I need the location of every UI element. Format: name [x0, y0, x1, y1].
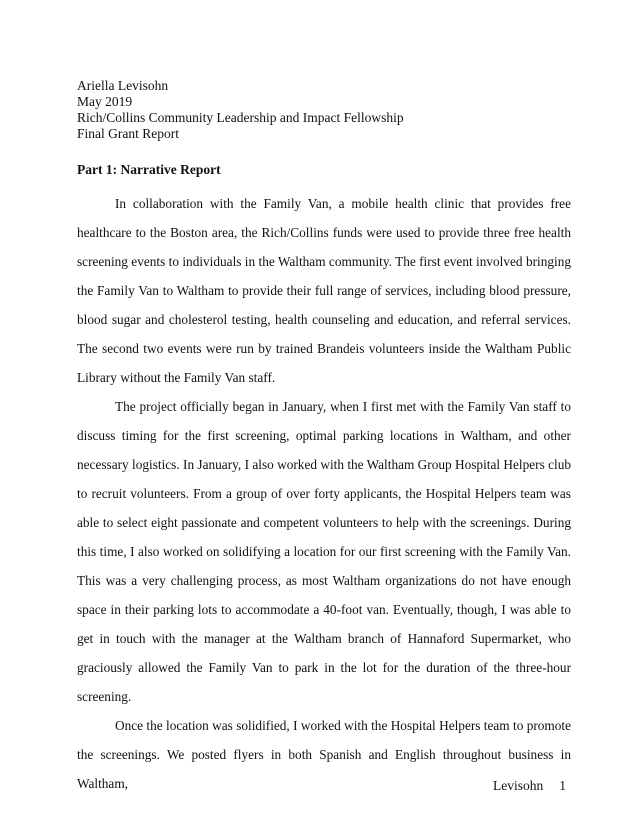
section-heading: Part 1: Narrative Report: [77, 162, 221, 177]
author-name: Ariella Levisohn: [77, 78, 169, 93]
paragraph: In collaboration with the Family Van, a mobile health clinic that provides free healthcare to the Boston area, the Rich/Collins funds were used to provide three free health screening events to individuals in the Waltham community. The first event involved bringing the Family Van to Waltham to provide their full range of services, including blood pressure, blood sugar and cholesterol testing, health counseling and education, and referral services. The second two events were run by trained Brandeis volunteers inside the Waltham Public Library without the Family Van staff.: [77, 196, 571, 385]
paragraph: The project officially began in January, when I first met with the Family Van staff to discuss timing for the first screening, optimal parking locations in Waltham, and other necessary logistics. In January, I also worked with the Waltham Group Hospital Helpers club to recruit volunteers. From a group of over forty applicants, the Hospital Helpers team was able to select eight passionate and competent volunteers to help with the screenings. During this time, I also worked on solidifying a location for our first screening with the Family Van. This was a very challenging process, as most Waltham organizations do not have enough space in their parking lots to accommodate a 40-foot van. Eventually, though, I was able to get in touch with the manager at the Waltham branch of Hannaford Supermarket, who graciously allowed the Family Van to park in the lot for the duration of the three-hour screening.: [77, 399, 571, 704]
program-name: Rich/Collins Community Leadership and Impact Fellowship: [77, 110, 404, 125]
document-header: [77, 78, 404, 142]
page-number: 1: [559, 778, 566, 793]
document-title: Final Grant Report: [77, 126, 179, 141]
running-head: Levisohn: [493, 778, 544, 793]
page-footer: [493, 778, 566, 794]
report-date: May 2019: [77, 94, 133, 109]
body-text: [77, 189, 571, 798]
paragraph: Once the location was solidified, I worked with the Hospital Helpers team to promote the screenings. We posted flyers in both Spanish and English throughout business in Waltham,: [77, 718, 571, 791]
